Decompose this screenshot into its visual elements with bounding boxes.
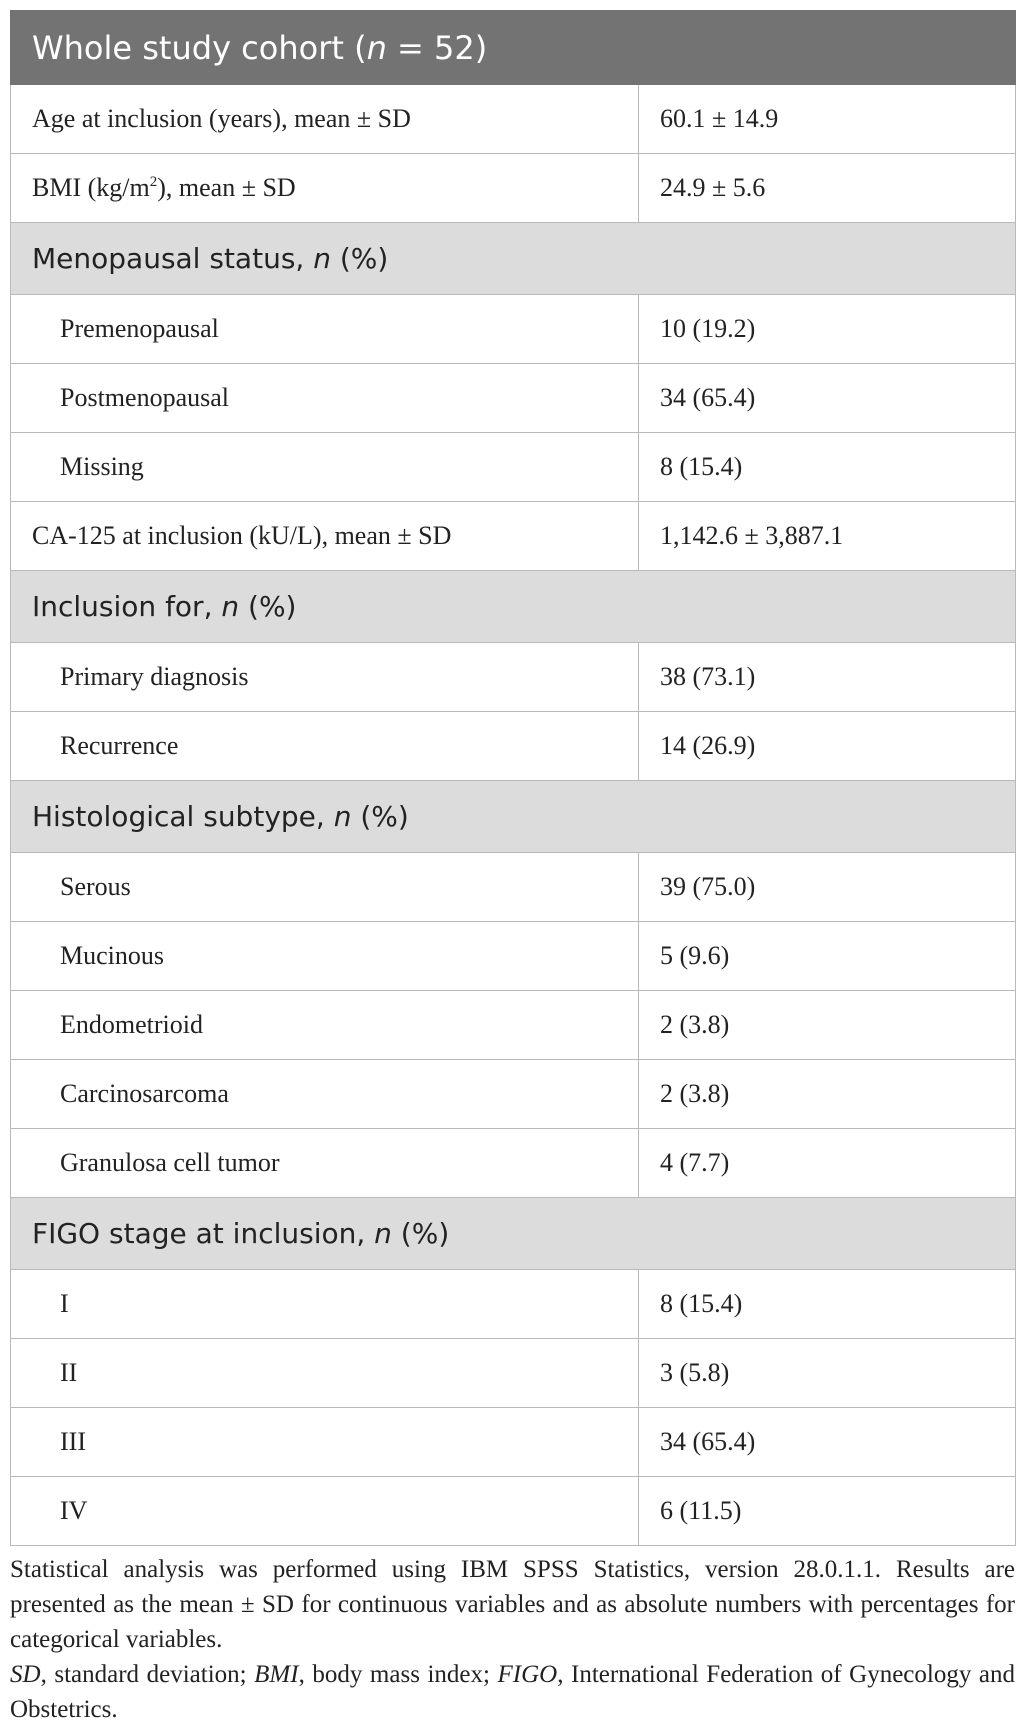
abbr-sd: SD	[10, 1661, 41, 1688]
row-value: 34 (65.4)	[639, 364, 1016, 433]
section-n: n	[374, 1217, 392, 1250]
table-row	[11, 643, 1016, 712]
section-header-row	[11, 1198, 1016, 1270]
section-label: FIGO stage at inclusion,	[32, 1217, 375, 1250]
section-header-histology	[11, 781, 1016, 853]
table-row	[11, 154, 1016, 223]
section-label: Inclusion for,	[32, 590, 222, 623]
row-value: 2 (3.8)	[639, 991, 1016, 1060]
table-row	[11, 991, 1016, 1060]
row-label: Premenopausal	[11, 295, 639, 364]
cohort-table	[10, 10, 1016, 1546]
section-pct: (%)	[330, 242, 389, 275]
abbr-figo-text: , International Federation of Gynecology and Obstetrics.	[10, 1661, 1015, 1723]
bmi-label-sup: 2	[149, 174, 158, 190]
row-label: Primary diagnosis	[11, 643, 639, 712]
row-value: 5 (9.6)	[639, 922, 1016, 991]
row-label: Recurrence	[11, 712, 639, 781]
table-row	[11, 1477, 1016, 1546]
section-header-inclusion	[11, 571, 1016, 643]
row-value: 8 (15.4)	[639, 1270, 1016, 1339]
row-label: Granulosa cell tumor	[11, 1129, 639, 1198]
row-value: 39 (75.0)	[639, 853, 1016, 922]
table-row	[11, 712, 1016, 781]
row-label: Serous	[11, 853, 639, 922]
section-header-row	[11, 571, 1016, 643]
abbr-bmi-text: , body mass index;	[298, 1661, 498, 1688]
section-n: n	[313, 242, 331, 275]
table-footnote	[10, 1552, 1015, 1727]
table-row	[11, 502, 1016, 571]
section-pct: (%)	[391, 1217, 450, 1250]
table-title	[11, 11, 1016, 85]
section-header-menopause	[11, 223, 1016, 295]
bmi-label-post: ), mean ± SD	[157, 173, 296, 202]
section-n: n	[221, 590, 240, 623]
row-value: 4 (7.7)	[639, 1129, 1016, 1198]
table-row	[11, 85, 1016, 154]
bmi-label-pre: BMI (kg/m	[32, 173, 150, 202]
table-row	[11, 1408, 1016, 1477]
table-row	[11, 853, 1016, 922]
section-n: n	[333, 800, 352, 833]
row-value: 38 (73.1)	[639, 643, 1016, 712]
section-header-figo	[11, 1198, 1016, 1270]
row-value: 14 (26.9)	[639, 712, 1016, 781]
abbr-figo: FIGO	[497, 1661, 558, 1688]
row-value-ca125: 1,142.6 ± 3,887.1	[639, 502, 1016, 571]
row-value: 10 (19.2)	[639, 295, 1016, 364]
abbr-bmi: BMI	[254, 1661, 299, 1688]
row-label-ca125: CA-125 at inclusion (kU/L), mean ± SD	[11, 502, 639, 571]
table-row	[11, 1339, 1016, 1408]
table-row	[11, 1129, 1016, 1198]
table-row	[11, 1270, 1016, 1339]
table-title-pre: Whole study cohort (	[32, 28, 367, 67]
row-value-bmi: 24.9 ± 5.6	[639, 154, 1016, 223]
row-value: 6 (11.5)	[639, 1477, 1016, 1546]
row-label: I	[11, 1270, 639, 1339]
table-row	[11, 922, 1016, 991]
section-label: Histological subtype,	[32, 800, 334, 833]
row-label-age: Age at inclusion (years), mean ± SD	[11, 85, 639, 154]
row-label: IV	[11, 1477, 639, 1546]
table-title-post: = 52)	[386, 28, 488, 67]
table-row	[11, 1060, 1016, 1129]
section-pct: (%)	[239, 590, 297, 623]
table-row	[11, 295, 1016, 364]
row-value: 3 (5.8)	[639, 1339, 1016, 1408]
row-label: Endometrioid	[11, 991, 639, 1060]
row-label: III	[11, 1408, 639, 1477]
table-title-row	[11, 11, 1016, 85]
table-title-n: n	[366, 28, 387, 67]
section-header-row	[11, 781, 1016, 853]
section-pct: (%)	[351, 800, 409, 833]
row-label: Postmenopausal	[11, 364, 639, 433]
row-label: Missing	[11, 433, 639, 502]
row-label: Mucinous	[11, 922, 639, 991]
table-row	[11, 364, 1016, 433]
footnote-methods: Statistical analysis was performed using IBM SPSS Statistics, version 28.0.1.1. Results are presented as the mean ± SD for continuous variables and as absolute numbers with percentages for categorical variables.	[10, 1556, 1015, 1653]
section-header-row	[11, 223, 1016, 295]
abbr-sd-text: , standard deviation;	[40, 1661, 255, 1688]
row-value: 2 (3.8)	[639, 1060, 1016, 1129]
table-wrapper	[10, 10, 1015, 1546]
row-label: II	[11, 1339, 639, 1408]
footnote-abbreviations	[10, 1657, 1015, 1727]
row-label: Carcinosarcoma	[11, 1060, 639, 1129]
table-row	[11, 433, 1016, 502]
row-value-age: 60.1 ± 14.9	[639, 85, 1016, 154]
section-label: Menopausal status,	[32, 242, 314, 275]
row-value: 8 (15.4)	[639, 433, 1016, 502]
row-label-bmi	[11, 154, 639, 223]
row-value: 34 (65.4)	[639, 1408, 1016, 1477]
